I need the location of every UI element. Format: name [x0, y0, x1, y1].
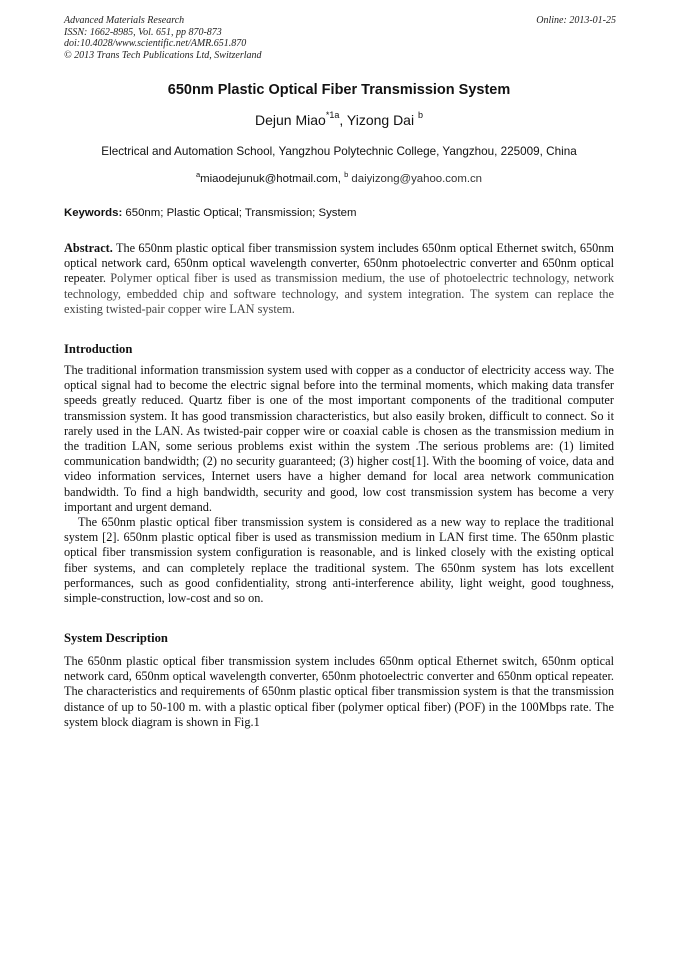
section-heading-introduction: Introduction	[64, 342, 133, 356]
keywords	[64, 207, 616, 219]
system-description-body	[64, 654, 614, 730]
email-line	[0, 170, 678, 185]
email-b-sup: b	[344, 170, 349, 179]
issn-line: ISSN: 1662-8985, Vol. 651, pp 870-873	[64, 26, 222, 38]
author-separator: ,	[339, 112, 344, 128]
author-1-name: Dejun Miao	[255, 112, 326, 128]
abstract-text: The 650nm plastic optical fiber transmission system includes 650nm optical Ethernet switch, 650nm optical network card, 650nm optical wavelength converter, 650nm photoelectric converter and 650nm optical repeater.	[64, 241, 614, 286]
keywords-label: Keywords:	[64, 207, 123, 219]
introduction-body	[64, 363, 614, 606]
affiliation: Electrical and Automation School, Yangzhou Polytechnic College, Yangzhou, 225009, China	[101, 145, 577, 158]
intro-paragraph-2-text: The 650nm plastic optical fiber transmission system is considered as a new way to replace the traditional system [2]. 650nm plastic optical fiber is used as transmission medium in LAN first time. The 650nm plastic optical fiber transmission system configuration is reasonable, and is linked closely with the existing optical fiber systems, and can completely replace the traditional system. The 650nm system has lots excellent performances, such as good confidentiality, strong anti-interference ability, light weight, good toughness, simple-construction, low-cost and so on.	[64, 515, 614, 606]
author-line	[0, 112, 678, 128]
doi-line[interactable]: doi:10.4028/www.scientific.net/AMR.651.870	[64, 38, 247, 50]
author-2-name: Yizong Dai	[346, 112, 415, 128]
copyright-line: © 2013 Trans Tech Publications Ltd, Switzerland	[64, 49, 262, 61]
sysdesc-paragraph-1: The 650nm plastic optical fiber transmission system includes 650nm optical Ethernet switch, 650nm optical network card, 650nm optical wavelength converter, 650nm photoelectric converter and 650nm optical repeater. The characteristics and requirements of 650nm plastic optical fiber transmission system is that the transmission distance of up to 50-100 m. with a plastic optical fiber (polymer optical fiber) (POF) in the 100Mbps rate. The system block diagram is shown in Fig.1	[64, 654, 614, 729]
email-b[interactable]: daiyizong@yahoo.com.cn	[351, 173, 483, 185]
email-a-sup: a	[195, 170, 201, 179]
email-a[interactable]: miaodejunuk@hotmail.com,	[200, 173, 341, 185]
section-heading-system-description: System Description	[64, 631, 168, 645]
author-1-sup: *1a	[325, 110, 340, 120]
intro-paragraph-2	[64, 515, 614, 606]
abstract	[64, 241, 614, 317]
paper-title: 650nm Plastic Optical Fiber Transmission System	[167, 82, 511, 98]
journal-header	[64, 15, 616, 61]
intro-paragraph-1: The traditional information transmission system used with copper as a conductor of electricity access way. The optical signal had to become the electric signal before into the terminal moments, which making data transfer speeds greatly reduced. Quartz fiber is one of the most important components of the traditional computer transmission system. It has good transmission characteristics, but also easily broken, difficult to connect. So it rarely used in the LAN. As twisted-pair copper wire or coaxial cable is chosen as the transmission medium in the tradition LAN, some serious problems exist within the system .The serious problems are: (1) limited communication bandwidth; (2) no security guaranteed; (3) higher cost[1]. With the booming of voice, data and video information services, Internet users have a higher demand for local area network communication bandwidth. To find a high bandwidth, security and good, low cost transmission system has become a very important and urgent demand.	[64, 363, 614, 514]
abstract-label: Abstract.	[64, 241, 113, 255]
online-date: Online: 2013-01-25	[536, 15, 616, 26]
journal-name: Advanced Materials Research	[64, 15, 185, 26]
keywords-text: 650nm; Plastic Optical; Transmission; System	[125, 207, 357, 219]
author-2-sup: b	[417, 110, 423, 120]
abstract-text-continued: Polymer optical fiber is used as transmission medium, the use of photoelectric technology, network technology, embedded chip and software technology, and system integration. The system can replace the existing twisted-pair copper wire LAN system.	[64, 271, 614, 316]
